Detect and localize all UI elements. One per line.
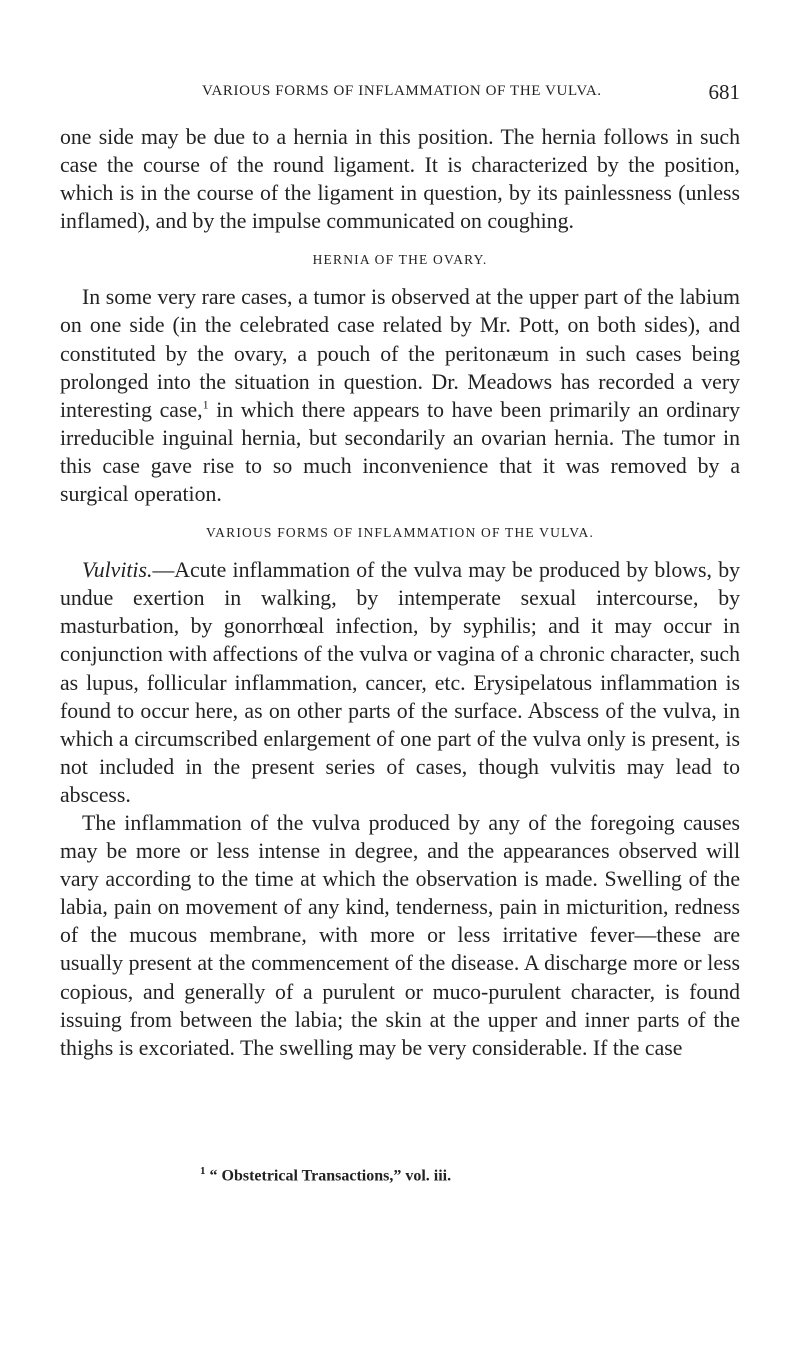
section-heading-hernia-ovary: HERNIA OF THE OVARY. (312, 252, 488, 268)
paragraph-inflammation-appearances: The inflammation of the vulva produced by any of the foregoing causes may be more or less intense in degree, and the appearances observed will vary according to the time at which the observation is made. Swelling of the labia, pain on movement of any kind, tenderness, pain in micturition, redness of the mucous membrane, with more or less irritative fever—these are usually present at the commencement of the disease. A discharge more or less copious, and generally of a purulent or muco-purulent character, is found issuing from between the labia; the skin at the upper and inner parts of the thighs is excoriated. The swelling may be very considerable. If the case (60, 810, 740, 1060)
footnote-text: “ Obstetrical Transactions,” vol. iii. (209, 1167, 452, 1185)
paragraph-hernia-ovary (60, 283, 740, 508)
footnote-number: 1 (200, 1165, 206, 1177)
paragraph-vulvitis (60, 556, 740, 809)
paragraph-hernia-continuation: one side may be due to a hernia in this position. The hernia follows in such case the course of the round ligament. It is characterized by the position, which is in the course of the ligament in question, by its painlessness (unless inflamed), and by the impulse communicated on coughing. (60, 125, 740, 234)
section-heading-inflammation-vulva: VARIOUS FORMS OF INFLAMMATION OF THE VULVA. (205, 525, 595, 541)
paragraph-text: in which there appears to have been primarily an ordinary irreducible inguinal hernia, but secondarily an ovarian hernia. The tumor in this case gave rise to so much inconvenience that it was removed by a surgical operation. (60, 397, 740, 507)
paragraph-text: In some very rare cases, a tumor is observed at the upper part of the labium on one side (in the celebrated case related by Mr. Pott, on both sides), and constituted by the ovary, a pouch of the peritonæum in such cases being prolonged into the situation in question. Dr. Meadows has recorded a very interesting case, (60, 285, 740, 422)
footnote-reference: 1 (202, 397, 209, 412)
running-head (60, 80, 740, 107)
paragraph-text: —Acute inflammation of the vulva may be produced by blows, by undue exertion in walking, by intemperate sexual intercourse, by masturbation, by gonorrhœal infection, by syphilis; and it may occur in conjunction with affections of the vulva or vagina of a chronic character, such as lupus, follicular inflammation, cancer, etc. Erysipelatous inflammation is found to occur here, as on other parts of the surface. Abscess of the vulva, in which a circumscribed enlargement of one part of the vulva only is present, is not included in the present series of cases, though vulvitis may lead to abscess. (60, 558, 740, 807)
page-number: 681 (708, 80, 740, 104)
running-title: VARIOUS FORMS OF INFLAMMATION OF THE VULVA. (202, 83, 602, 99)
run-in-heading: Vulvitis. (82, 558, 153, 583)
body-text (60, 123, 740, 1062)
footnote (200, 1165, 451, 1185)
